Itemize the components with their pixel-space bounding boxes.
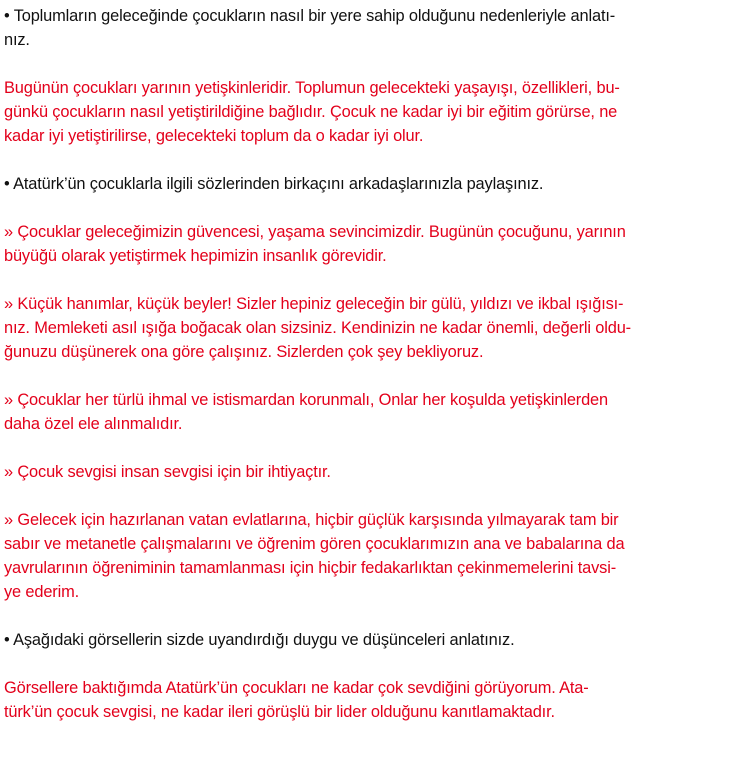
quote-5-line-3: yavrularının öğreniminin tamamlanması için hiçbir fedakarlıktan çekinmemelerini tavsi- [4, 559, 617, 577]
quote-2-line-2: nız. Memleketi asıl ışığa boğacak olan sizsiniz. Kendinizin ne kadar önemli, değerli oldu- [4, 319, 631, 337]
question-2-line-1: • Atatürk’ün çocuklarla ilgili sözlerinden birkaçını arkadaşlarınızla paylaşınız. [4, 175, 544, 193]
quote-5-line-2: sabır ve metanetle çalışmalarını ve öğrenim gören çocuklarımızın ana ve babalarına da [4, 535, 625, 553]
answer-1-line-2: günkü çocukların nasıl yetiştirildiğine bağlıdır. Çocuk ne kadar iyi bir eğitim görürse, ne [4, 103, 618, 121]
quote-2-line-3: ğunuzu düşünerek ona göre çalışınız. Sizlerden çok şey bekliyoruz. [4, 343, 484, 361]
answer-1-line-1: Bugünün çocukları yarının yetişkinleridir. Toplumun gelecekteki yaşayışı, özellikleri, bu- [4, 79, 620, 97]
quote-3-line-2: daha özel ele alınmalıdır. [4, 415, 183, 433]
quote-5-line-1: » Gelecek için hazırlanan vatan evlatlarına, hiçbir güçlük karşısında yılmayarak tam bir [4, 511, 619, 529]
quote-1-line-1: » Çocuklar geleceğimizin güvencesi, yaşama sevincimizdir. Bugünün çocuğunu, yarının [4, 223, 626, 241]
quote-4-line-1: » Çocuk sevgisi insan sevgisi için bir ihtiyaçtır. [4, 463, 331, 481]
quote-1-line-2: büyüğü olarak yetiştirmek hepimizin insanlık görevidir. [4, 247, 387, 265]
question-1-line-1: • Toplumların geleceğinde çocukların nasıl bir yere sahip olduğunu nedenleriyle anlatı- [4, 7, 616, 25]
quote-5-line-4: ye ederim. [4, 583, 80, 601]
question-1-line-2: nız. [4, 31, 30, 49]
quote-3-line-1: » Çocuklar her türlü ihmal ve istismardan korunmalı, Onlar her koşulda yetişkinlerden [4, 391, 608, 409]
answer-1-line-3: kadar iyi yetiştirilirse, gelecekteki toplum da o kadar iyi olur. [4, 127, 424, 145]
answer-3-line-2: türk’ün çocuk sevgisi, ne kadar ileri görüşlü bir lider olduğunu kanıtlamaktadır. [4, 703, 555, 721]
quote-2-line-1: » Küçük hanımlar, küçük beyler! Sizler hepiniz geleceğin bir gülü, yıldızı ve ikbal ışığısı- [4, 295, 624, 313]
answer-3-line-1: Görsellere baktığımda Atatürk’ün çocukları ne kadar çok sevdiğini görüyorum. Ata- [4, 679, 589, 697]
question-3-line-1: • Aşağıdaki görsellerin sizde uyandırdığı duygu ve düşünceleri anlatınız. [4, 631, 515, 649]
